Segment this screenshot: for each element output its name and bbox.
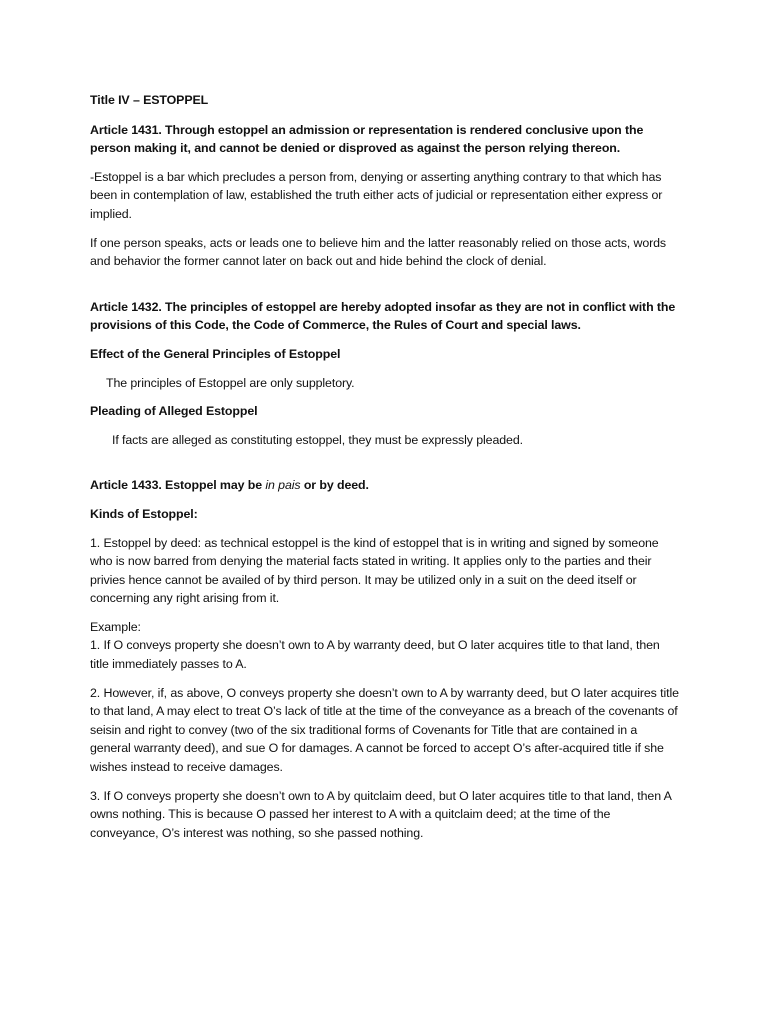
article-1433	[90, 476, 680, 495]
paragraph-example-1: 1. If O conveys property she doesn’t own to A by warranty deed, but O later acquires title to that land, then title immediately passes to A.	[90, 638, 660, 672]
paragraph-example-2: 2. However, if, as above, O conveys property she doesn’t own to A by warranty deed, but O later acquires title to that land, A may elect to treat O’s lack of title at the time of the conveyance as a breach of the covenants of seisin and right to convey (two of the six traditional forms of Covenants for Title that are contained in a general warranty deed), and sue O for damages. A cannot be forced to accept O’s after-acquired title if she wishes instead to receive damages.	[90, 685, 679, 775]
heading-effect: Effect of the General Principles of Estoppel	[90, 346, 341, 361]
paragraph-kind-1: 1. Estoppel by deed: as technical estoppel is the kind of estoppel that is in writing and signed by someone who is now barred from denying the material facts stated in writing. It applies only to the parties and their privies hence cannot be availed of by third person. It may be utilized only in a suit on the deed itself or concerning any right arising from it.	[90, 535, 659, 606]
paragraph-effect: The principles of Estoppel are only suppletory.	[106, 375, 355, 390]
heading-example: Example:	[90, 619, 141, 634]
document-title: Title IV – ESTOPPEL	[90, 93, 209, 107]
document-body	[90, 91, 680, 852]
heading-pleading: Pleading of Alleged Estoppel	[90, 404, 258, 419]
paragraph-example-3: 3. If O conveys property she doesn’t own to A by quitclaim deed, but O later acquires title to that land, then A owns nothing. This is because O passed her interest to A with a quitclaim deed; at the time of the conveyance, O’s interest was nothing, so she passed nothing.	[90, 788, 672, 840]
paragraph-pleading: If facts are alleged as constituting estoppel, they must be expressly pleaded.	[112, 432, 523, 447]
article-1433-part-a: Article 1433. Estoppel may be	[90, 478, 266, 493]
heading-kinds: Kinds of Estoppel:	[90, 506, 198, 521]
article-1433-in-pais: in pais	[265, 478, 301, 493]
article-1433-part-c: or by deed.	[300, 478, 369, 493]
paragraph-definition: -Estoppel is a bar which precludes a person from, denying or asserting anything contrary to that which has been in contemplation of law, established the truth either acts of judicial or representation either express or implied.	[90, 169, 663, 221]
article-1431: Article 1431. Through estoppel an admission or representation is rendered conclusive upon the person making it, and cannot be denied or disproved as against the person relying thereon.	[90, 122, 644, 156]
article-1432: Article 1432. The principles of estoppel are hereby adopted insofar as they are not in conflict with the provisions of this Code, the Code of Commerce, the Rules of Court and special laws.	[90, 299, 676, 333]
paragraph-speaks: If one person speaks, acts or leads one to believe him and the latter reasonably relied on those acts, words and behavior the former cannot later on back out and hide behind the clock of denial.	[90, 235, 667, 269]
